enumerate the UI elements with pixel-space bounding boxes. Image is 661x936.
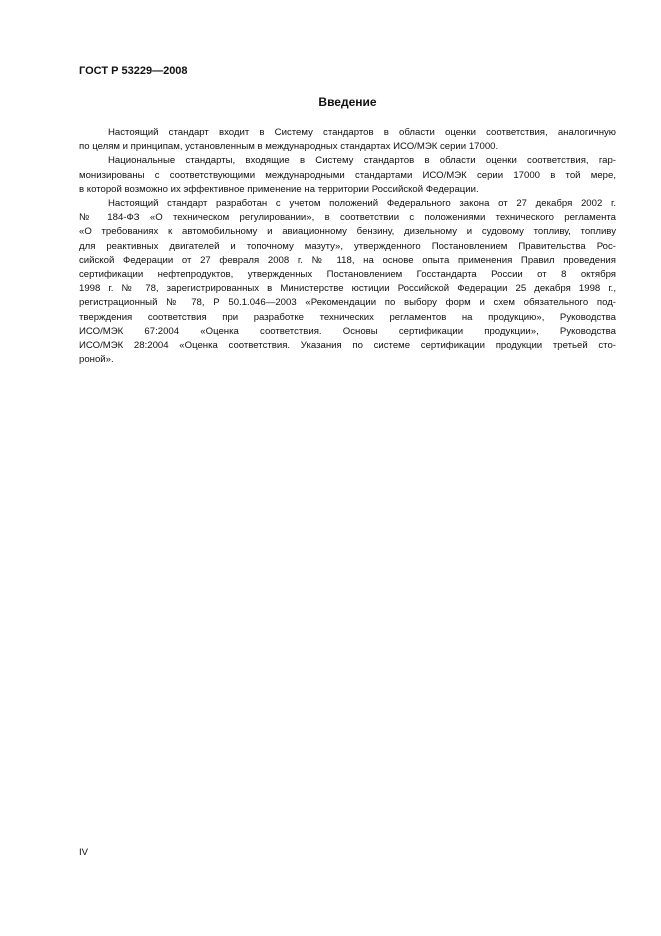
paragraph-line: 1998 г. № 78, зарегистрированных в Министерстве юстиции Российской Федерации 25 декабря 1998 г., <box>79 283 616 295</box>
paragraph-line: ИСО/МЭК 28:2004 «Оценка соответствия. Указания по системе сертификации продукции третьей сто- <box>79 340 616 352</box>
paragraph-line: № 184-ФЗ «О техническом регулировании», в соответствии с положениями технического регламента <box>79 212 616 224</box>
section-title: Введение <box>318 95 377 109</box>
paragraph-3 <box>79 197 616 367</box>
page-number: IV <box>79 847 89 858</box>
paragraph-line: в которой возможно их эффективное применение на территории Российской Федерации. <box>79 183 479 195</box>
paragraph-line: по целям и принципам, установленным в международных стандартах ИСО/МЭК серии 17000. <box>79 141 499 153</box>
paragraph-line: тверждения соответствия при разработке технических регламентов на продукцию», Руководства <box>79 311 616 323</box>
paragraph-line: сертификации нефтепродуктов, утвержденных Постановлением Госстандарта России от 8 октября <box>79 269 616 281</box>
paragraph-line: сийской Федерации от 27 февраля 2008 г. № 118, на основе опыта применения Правил проведения <box>79 254 616 266</box>
paragraph-line: Настоящий стандарт разработан с учетом положений Федерального закона от 27 декабря 2002 г. <box>108 198 616 210</box>
paragraph-line: для реактивных двигателей и топочному мазуту», утвержденного Постановлением Правительства Рос- <box>79 240 616 252</box>
paragraph-line: Национальные стандарты, входящие в Систему стандартов в области оценки соответствия, гар- <box>108 155 616 167</box>
paragraph-line: «О требованиях к автомобильному и авиационному бензину, дизельному и судовому топливу, топливу <box>79 226 616 238</box>
document-code-header: ГОСТ Р 53229—2008 <box>79 65 188 77</box>
paragraph-2 <box>79 154 616 197</box>
paragraph-1 <box>79 126 616 154</box>
paragraph-line: Настоящий стандарт входит в Систему стандартов в области оценки соответствия, аналогичную <box>108 127 616 138</box>
paragraph-line: монизированы с соответствующими международными стандартами ИСО/МЭК серии 17000 в той мере, <box>79 169 616 181</box>
paragraph-line: регистрационный № 78, Р 50.1.046—2003 «Рекомендации по выбору форм и схем обязательного под- <box>79 297 616 309</box>
paragraph-line: ИСО/МЭК 67:2004 «Оценка соответствия. Основы сертификации продукции», Руководства <box>79 325 616 337</box>
document-body <box>79 126 616 367</box>
paragraph-line: роной». <box>79 354 114 366</box>
